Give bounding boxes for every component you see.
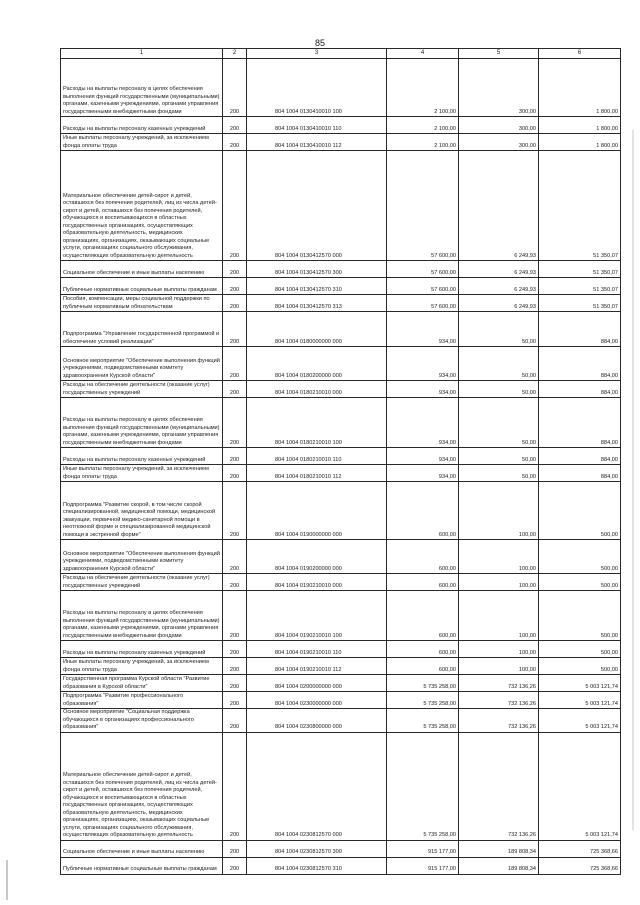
header-cell: 1 bbox=[61, 49, 223, 59]
row-value-planned: 600,00 bbox=[387, 658, 459, 675]
row-description: Подпрограмма "Развитие скорой, в том числе скорой специализированной, медицинской помощи, медицинской эвакуации, первичной медико-санитарной помощи в неотложной форме и специализированной медицинской помощи в экстренной форме" bbox=[61, 482, 223, 540]
row-value-remainder: 500,00 bbox=[539, 658, 621, 675]
table-row bbox=[61, 295, 621, 312]
table-row bbox=[61, 347, 621, 381]
row-code: 804 1004 0230000000 000 bbox=[247, 692, 387, 709]
row-column-2: 200 bbox=[223, 709, 247, 733]
row-description: Подпрограмма "Управление государственной программой и обеспечение условий реализации" bbox=[61, 312, 223, 347]
row-value-remainder: 500,00 bbox=[539, 591, 621, 641]
table-row bbox=[61, 151, 621, 261]
row-value-planned: 934,00 bbox=[387, 347, 459, 381]
row-description: Иные выплаты персоналу учреждений, за исключением фонда оплаты труда bbox=[61, 465, 223, 482]
row-value-remainder: 1 800,00 bbox=[539, 134, 621, 151]
header-cell: 2 bbox=[223, 49, 247, 59]
row-description: Основное мероприятие "Обеспечение выполнения функций учреждениями, подведомственными комитету здравоохранения Курской области" bbox=[61, 540, 223, 574]
row-column-2: 200 bbox=[223, 574, 247, 591]
row-value-remainder: 51 350,07 bbox=[539, 295, 621, 312]
row-code: 804 1004 0130410010 112 bbox=[247, 134, 387, 151]
row-code: 804 1004 0200000000 000 bbox=[247, 675, 387, 692]
row-column-2: 200 bbox=[223, 840, 247, 857]
row-code: 804 1004 0230812570 310 bbox=[247, 857, 387, 874]
row-value-planned: 5 735 258,00 bbox=[387, 675, 459, 692]
table-row bbox=[61, 117, 621, 134]
header-cell: 3 bbox=[247, 49, 387, 59]
row-description: Социальное обеспечение и иные выплаты населению bbox=[61, 840, 223, 857]
row-value-planned: 934,00 bbox=[387, 381, 459, 398]
row-column-2: 200 bbox=[223, 59, 247, 117]
table-row bbox=[61, 134, 621, 151]
table-row bbox=[61, 641, 621, 658]
row-value-executed: 50,00 bbox=[459, 381, 539, 398]
row-value-executed: 100,00 bbox=[459, 482, 539, 540]
row-value-executed: 50,00 bbox=[459, 448, 539, 465]
row-code: 804 1004 0130412570 000 bbox=[247, 151, 387, 261]
row-description: Пособия, компенсации, меры социальной поддержки по публичным нормативным обязательствам bbox=[61, 295, 223, 312]
row-column-2: 200 bbox=[223, 692, 247, 709]
row-value-executed: 50,00 bbox=[459, 465, 539, 482]
row-description: Расходы на выплаты персоналу казенных учреждений bbox=[61, 641, 223, 658]
row-description: Государственная программа Курской области "Развитие образования в Курской области" bbox=[61, 675, 223, 692]
row-value-remainder: 51 350,07 bbox=[539, 261, 621, 278]
row-value-executed: 6 249,93 bbox=[459, 151, 539, 261]
row-description: Публичные нормативные социальные выплаты гражданам bbox=[61, 278, 223, 295]
row-value-executed: 100,00 bbox=[459, 591, 539, 641]
row-code: 804 1004 0130412570 313 bbox=[247, 295, 387, 312]
row-value-remainder: 725 368,66 bbox=[539, 840, 621, 857]
row-value-executed: 189 808,34 bbox=[459, 840, 539, 857]
row-value-executed: 189 808,34 bbox=[459, 857, 539, 874]
row-value-executed: 300,00 bbox=[459, 134, 539, 151]
table-row bbox=[61, 398, 621, 448]
table-row bbox=[61, 59, 621, 117]
row-value-planned: 934,00 bbox=[387, 448, 459, 465]
table-row bbox=[61, 591, 621, 641]
table-row bbox=[61, 312, 621, 347]
row-value-executed: 100,00 bbox=[459, 658, 539, 675]
row-value-remainder: 5 003 121,74 bbox=[539, 732, 621, 840]
table-header-row bbox=[61, 49, 621, 59]
row-value-planned: 2 100,00 bbox=[387, 134, 459, 151]
row-code: 804 1004 0130410010 100 bbox=[247, 59, 387, 117]
row-description: Основное мероприятие "Обеспечение выполнения функций учреждениями, подведомственными комитету здравоохранения Курской области" bbox=[61, 347, 223, 381]
row-value-remainder: 5 003 121,74 bbox=[539, 709, 621, 733]
header-cell: 4 bbox=[387, 49, 459, 59]
row-code: 804 1004 0180210010 112 bbox=[247, 465, 387, 482]
row-value-remainder: 500,00 bbox=[539, 540, 621, 574]
row-value-planned: 57 600,00 bbox=[387, 295, 459, 312]
row-code: 804 1004 0180210010 110 bbox=[247, 448, 387, 465]
row-description: Материальное обеспечение детей-сирот и детей, оставшихся без попечения родителей, лиц из числа детей-сирот и детей, оставшихся без попечения родителей, обучающихся и воспитывающихся в областных государственных организациях, осуществляющих образовательную деятельность, медицинских организациях, организациях, оказывающих социальные услуги, организациях социального обслуживания, осуществляющих образовательную деятельность bbox=[61, 151, 223, 261]
row-code: 804 1004 0130412570 310 bbox=[247, 278, 387, 295]
row-column-2: 200 bbox=[223, 134, 247, 151]
budget-table-body bbox=[61, 49, 621, 875]
row-code: 804 1004 0180210010 100 bbox=[247, 398, 387, 448]
row-column-2: 200 bbox=[223, 675, 247, 692]
table-row bbox=[61, 278, 621, 295]
row-code: 804 1004 0230800000 000 bbox=[247, 709, 387, 733]
row-value-remainder: 5 003 121,74 bbox=[539, 675, 621, 692]
row-code: 804 1004 0180210010 000 bbox=[247, 381, 387, 398]
page-number: 85 bbox=[314, 38, 325, 48]
row-code: 804 1004 0230812570 300 bbox=[247, 840, 387, 857]
header-cell: 6 bbox=[539, 49, 621, 59]
row-value-remainder: 725 368,66 bbox=[539, 857, 621, 874]
row-column-2: 200 bbox=[223, 465, 247, 482]
row-value-planned: 934,00 bbox=[387, 398, 459, 448]
row-code: 804 1004 0190210010 112 bbox=[247, 658, 387, 675]
row-value-remainder: 1 800,00 bbox=[539, 59, 621, 117]
row-column-2: 200 bbox=[223, 658, 247, 675]
row-column-2: 200 bbox=[223, 641, 247, 658]
row-value-planned: 600,00 bbox=[387, 482, 459, 540]
row-value-executed: 732 136,26 bbox=[459, 709, 539, 733]
table-row bbox=[61, 840, 621, 857]
row-value-remainder: 884,00 bbox=[539, 465, 621, 482]
row-description: Подпрограмма "Развитие профессионального образования" bbox=[61, 692, 223, 709]
row-value-remainder: 884,00 bbox=[539, 347, 621, 381]
table-row bbox=[61, 482, 621, 540]
scan-edge-mark bbox=[6, 860, 8, 900]
row-value-planned: 57 600,00 bbox=[387, 261, 459, 278]
row-value-executed: 732 136,26 bbox=[459, 692, 539, 709]
row-code: 804 1004 0190210010 100 bbox=[247, 591, 387, 641]
row-code: 804 1004 0180200000 000 bbox=[247, 347, 387, 381]
row-code: 804 1004 0190210010 000 bbox=[247, 574, 387, 591]
row-value-remainder: 884,00 bbox=[539, 448, 621, 465]
row-value-executed: 300,00 bbox=[459, 117, 539, 134]
row-value-executed: 100,00 bbox=[459, 574, 539, 591]
row-column-2: 200 bbox=[223, 261, 247, 278]
row-description: Публичные нормативные социальные выплаты гражданам bbox=[61, 857, 223, 874]
table-row bbox=[61, 709, 621, 733]
row-value-planned: 600,00 bbox=[387, 574, 459, 591]
row-value-remainder: 5 003 121,74 bbox=[539, 692, 621, 709]
row-column-2: 200 bbox=[223, 540, 247, 574]
row-column-2: 200 bbox=[223, 381, 247, 398]
table-row bbox=[61, 448, 621, 465]
row-value-planned: 915 177,00 bbox=[387, 840, 459, 857]
row-value-executed: 6 249,93 bbox=[459, 295, 539, 312]
table-row bbox=[61, 675, 621, 692]
row-value-executed: 100,00 bbox=[459, 641, 539, 658]
row-value-executed: 50,00 bbox=[459, 347, 539, 381]
row-value-remainder: 500,00 bbox=[539, 482, 621, 540]
row-description: Основное мероприятие "Социальная поддержка обучающихся в организациях профессионального образования" bbox=[61, 709, 223, 733]
row-value-planned: 600,00 bbox=[387, 540, 459, 574]
row-column-2: 200 bbox=[223, 857, 247, 874]
row-code: 804 1004 0130410010 110 bbox=[247, 117, 387, 134]
row-value-remainder: 1 800,00 bbox=[539, 117, 621, 134]
row-description: Иные выплаты персоналу учреждений, за исключением фонда оплаты труда bbox=[61, 134, 223, 151]
row-description: Расходы на выплаты персоналу казенных учреждений bbox=[61, 448, 223, 465]
row-column-2: 200 bbox=[223, 117, 247, 134]
row-column-2: 200 bbox=[223, 732, 247, 840]
row-value-executed: 50,00 bbox=[459, 312, 539, 347]
row-value-planned: 915 177,00 bbox=[387, 857, 459, 874]
table-row bbox=[61, 857, 621, 874]
row-description: Расходы на обеспечение деятельности (оказание услуг) государственных учреждений bbox=[61, 381, 223, 398]
table-row bbox=[61, 658, 621, 675]
table-row bbox=[61, 540, 621, 574]
table-row bbox=[61, 261, 621, 278]
row-column-2: 200 bbox=[223, 295, 247, 312]
row-column-2: 200 bbox=[223, 151, 247, 261]
row-code: 804 1004 0180000000 000 bbox=[247, 312, 387, 347]
row-value-planned: 57 600,00 bbox=[387, 151, 459, 261]
row-value-remainder: 500,00 bbox=[539, 574, 621, 591]
row-value-planned: 2 100,00 bbox=[387, 59, 459, 117]
row-column-2: 200 bbox=[223, 398, 247, 448]
row-value-executed: 100,00 bbox=[459, 540, 539, 574]
table-row bbox=[61, 574, 621, 591]
row-description: Расходы на выплаты персоналу в целях обеспечения выполнения функций государственными (муниципальными) органами, казенными учреждениями, органами управления государственными внебюджетными фондами bbox=[61, 59, 223, 117]
row-value-remainder: 51 350,07 bbox=[539, 151, 621, 261]
row-value-planned: 5 735 258,00 bbox=[387, 732, 459, 840]
row-description: Расходы на выплаты персоналу в целях обеспечения выполнения функций государственными (муниципальными) органами, казенными учреждениями, органами управления государственными внебюджетными фондами bbox=[61, 398, 223, 448]
row-value-executed: 732 136,26 bbox=[459, 675, 539, 692]
row-value-planned: 57 600,00 bbox=[387, 278, 459, 295]
scan-edge-mark bbox=[632, 130, 634, 830]
row-value-remainder: 884,00 bbox=[539, 312, 621, 347]
row-value-planned: 934,00 bbox=[387, 312, 459, 347]
row-value-remainder: 51 350,07 bbox=[539, 278, 621, 295]
row-value-executed: 732 136,26 bbox=[459, 732, 539, 840]
row-value-remainder: 884,00 bbox=[539, 398, 621, 448]
row-value-planned: 600,00 bbox=[387, 591, 459, 641]
budget-table bbox=[60, 48, 621, 875]
row-value-planned: 2 100,00 bbox=[387, 117, 459, 134]
row-column-2: 200 bbox=[223, 347, 247, 381]
row-description: Расходы на обеспечение деятельности (оказание услуг) государственных учреждений bbox=[61, 574, 223, 591]
row-value-executed: 6 249,93 bbox=[459, 261, 539, 278]
row-value-executed: 50,00 bbox=[459, 398, 539, 448]
row-description: Иные выплаты персоналу учреждений, за исключением фонда оплаты труда bbox=[61, 658, 223, 675]
table-row bbox=[61, 465, 621, 482]
row-value-executed: 300,00 bbox=[459, 59, 539, 117]
row-value-planned: 934,00 bbox=[387, 465, 459, 482]
row-value-planned: 600,00 bbox=[387, 641, 459, 658]
row-value-planned: 5 735 258,00 bbox=[387, 692, 459, 709]
table-row bbox=[61, 381, 621, 398]
row-value-executed: 6 249,93 bbox=[459, 278, 539, 295]
header-cell: 5 bbox=[459, 49, 539, 59]
row-column-2: 200 bbox=[223, 312, 247, 347]
row-value-remainder: 500,00 bbox=[539, 641, 621, 658]
row-description: Материальное обеспечение детей-сирот и детей, оставшихся без попечения родителей, лиц из числа детей-сирот и детей, оставшихся без попечения родителей, обучающихся и воспитывающихся в областных государственных организациях, осуществляющих образовательную деятельность, медицинских организациях, организациях, оказывающих социальные услуги, организациях социального обслуживания, осуществляющих образовательную деятельность bbox=[61, 732, 223, 840]
row-column-2: 200 bbox=[223, 448, 247, 465]
row-code: 804 1004 0190200000 000 bbox=[247, 540, 387, 574]
table-row bbox=[61, 732, 621, 840]
row-code: 804 1004 0190210010 110 bbox=[247, 641, 387, 658]
row-value-remainder: 884,00 bbox=[539, 381, 621, 398]
row-description: Социальное обеспечение и иные выплаты населению bbox=[61, 261, 223, 278]
row-code: 804 1004 0190000000 000 bbox=[247, 482, 387, 540]
row-code: 804 1004 0230812570 000 bbox=[247, 732, 387, 840]
row-description: Расходы на выплаты персоналу казенных учреждений bbox=[61, 117, 223, 134]
table-row bbox=[61, 692, 621, 709]
row-code: 804 1004 0130412570 300 bbox=[247, 261, 387, 278]
row-column-2: 200 bbox=[223, 591, 247, 641]
row-description: Расходы на выплаты персоналу в целях обеспечения выполнения функций государственными (муниципальными) органами, казенными учреждениями, органами управления государственными внебюджетными фондами bbox=[61, 591, 223, 641]
row-value-planned: 5 735 258,00 bbox=[387, 709, 459, 733]
row-column-2: 200 bbox=[223, 278, 247, 295]
row-column-2: 200 bbox=[223, 482, 247, 540]
